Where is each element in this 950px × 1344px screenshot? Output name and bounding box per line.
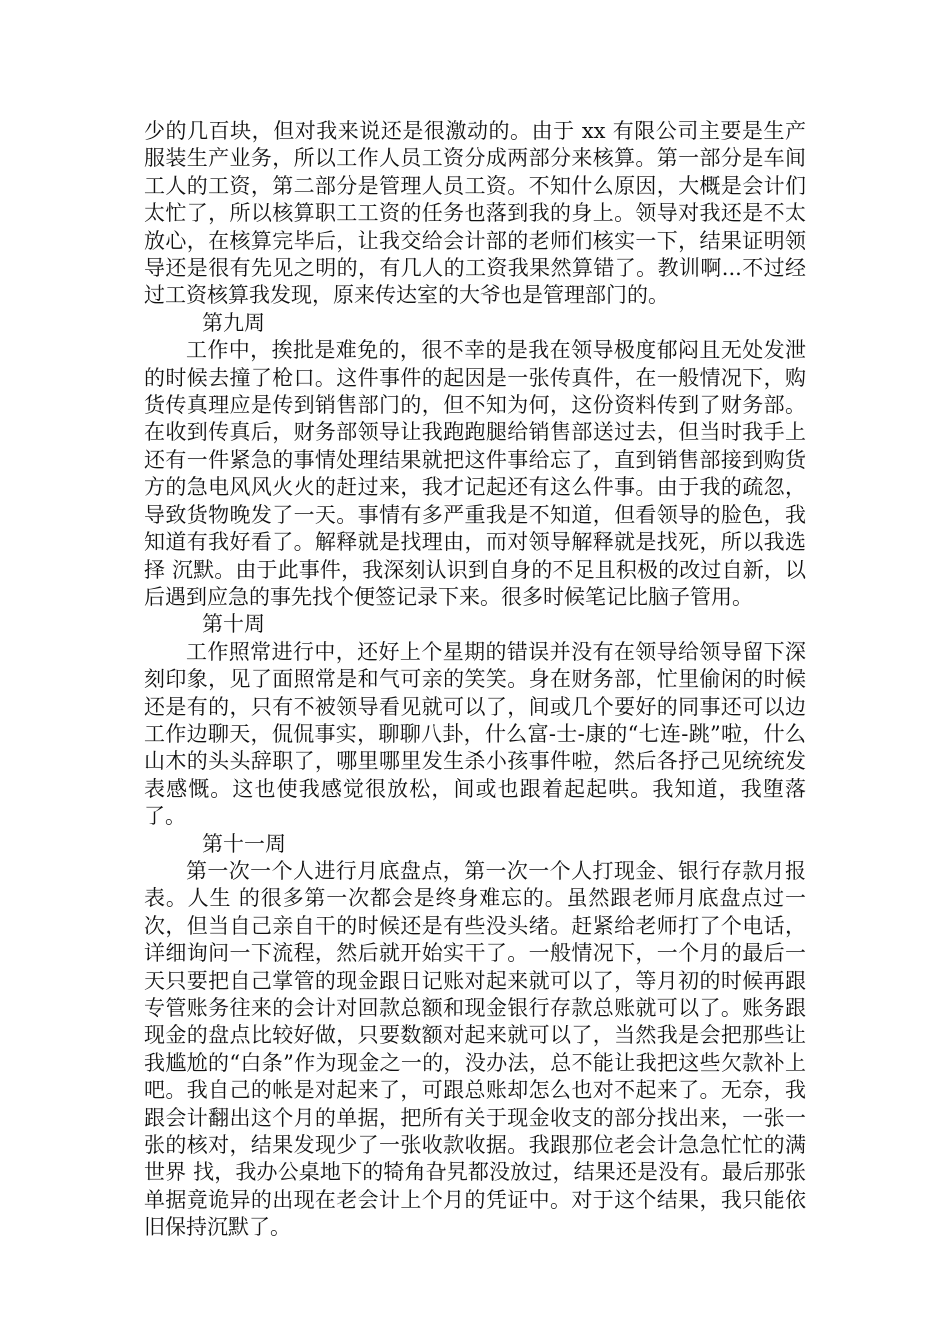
paragraph-week-9: 工作中，挨批是难免的，很不幸的是我在领导极度郁闷且无处发泄的时候去撞了枪口。这件事件的起因是一张传真件，在一般情况下，购货传真理应是传到销售部门的，但不知为何，这份资料传到了财务部。在收到传真后，财务部领导让我跑跑腿给销售部送过去，但当时我手上还有一件紧急的事情处理结果就把这件事给忘了，直到销售部接到购货方的急电风风火火的赶过来，我才记起还有这么件事。由于我的疏忽，导致货物晚发了一天。事情有多严重我是不知道，但看领导的脸色，我知道有我好看了。解释就是找理由，而对领导解释就是找死，所以我选择 沉默。由于此事件，我深刻认识到自身的不足且积极的改过自新，以后遇到应急的事先找个便签记录下来。很多时候笔记比脑子管用。 (144, 338, 806, 609)
paragraph-week-10: 工作照常进行中，还好上个星期的错误并没有在领导给领导留下深刻印象，见了面照常是和气可亲的笑笑。身在财务部，忙里偷闲的时候还是有的，只有不被领导看见就可以了，间或几个要好的同事还可以边工作边聊天，侃侃事实，聊聊八卦，什么富-士-康的“七连-跳”啦，什么山木的头头辞职了，哪里哪里发生杀小孩事件啦，然后各抒己见统统发表感慨。这也使我感觉很放松，间或也跟着起起哄。我知道，我堕落了。 (144, 639, 806, 829)
heading-week-9: 第九周 (202, 310, 265, 335)
document-page (144, 118, 806, 1242)
heading-week-11: 第十一周 (202, 831, 286, 856)
paragraph-continued: 少的几百块，但对我来说还是很激动的。由于 xx 有限公司主要是生产服装生产业务，所以工作人员工资分成两部分来核算。第一部分是车间工人的工资，第二部分是管理人员工资。不知什么原因，大概是会计们太忙了，所以核算职工工资的任务也落到我的身上。领导对我还是不太放心，在核算完毕后，让我交给会计部的老师们核实一下，结果证明领导还是很有先见之明的，有几人的工资我果然算错了。教训啊...不过经过工资核算我发现，原来传达室的大爷也是管理部门的。 (144, 119, 806, 308)
paragraph-week-11: 第一次一个人进行月底盘点，第一次一个人打现金、银行存款月报表。人生 的很多第一次都会是终身难忘的。虽然跟老师月底盘点过一次，但当自己亲自干的时候还是有些没头绪。赶紧给老师打了个电话，详细询问一下流程，然后就开始实干了。一般情况下，一个月的最后一天只要把自己掌管的现金跟日记账对起来就可以了，等月初的时候再跟专管账务往来的会计对回款总额和现金银行存款总账就可以了。账务跟现金的盘点比较好做，只要数额对起来就可以了，当然我是会把那些让我尴尬的“白条”作为现金之一的，没办法，总不能让我把这些欠款补上吧。我自己的帐是对起来了，可跟总账却怎么也对不起来了。无奈，我跟会计翻出这个月的单据，把所有关于现金收支的部分找出来，一张一张的核对，结果发现少了一张收款收据。我跟那位老会计急急忙忙的满世界 找，我办公桌地下的犄角旮旯都没放过，结果还是没有。最后那张单据竟诡异的出现在老会计上个月的凭证中。对于这个结果，我只能依旧保持沉默了。 (144, 858, 806, 1240)
heading-week-10: 第十周 (202, 612, 265, 637)
